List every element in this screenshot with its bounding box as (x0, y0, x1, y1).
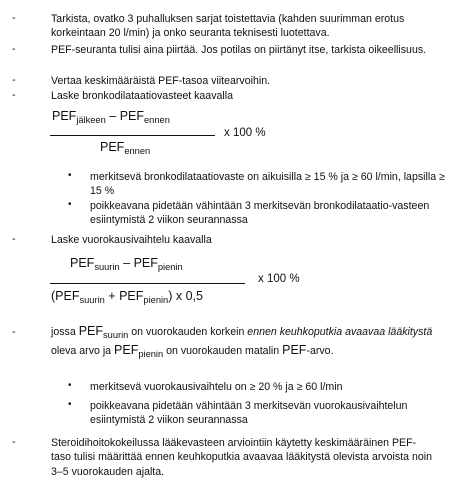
diurnal-abnormal: poikkeavana pidetään vähintään 3 merkitsevän vuorokausivaihtelun esiintymistä 2 viikon seurannassa (90, 400, 408, 427)
formula1-denominator: $PEF_{ennen}$ (100, 140, 151, 156)
diurnal-criteria: merkitsevä vuorokausivaihtelu on ≥ 20 % ja ≥ 60 l/min (90, 381, 343, 393)
formula1-fraction-bar (50, 135, 215, 136)
instruction-steroid-trial: Steroidihoitokokeilussa lääkevasteen arviointiin käytetty keskimääräinen PEF-taso tulisi määrittää ennen keuhkoputkia avaavaa lääkitystä olevista arvoista noin 3–5 vuorokauden ajalta. (51, 437, 433, 478)
bullet-mark: • (68, 170, 72, 181)
formula2-numerator: $PEF_{suurin} - PEF_{pienin}$ (70, 256, 183, 272)
list-dash: - (12, 43, 16, 55)
list-dash: - (12, 12, 16, 24)
list-dash: - (12, 233, 16, 245)
instruction-bronchodilation-formula: Laske bronkodilataatiovasteet kaavalla (51, 90, 233, 102)
formula1-numerator: $PEF_{jälkeen} - PEF_{ennen}$ (52, 109, 170, 125)
formula2-fraction-bar (50, 283, 245, 284)
list-dash: - (12, 436, 16, 448)
formula1-multiplier: x 100 % (224, 127, 266, 139)
formula2-explanation: jossa PEFsuurin on vuorokauden korkein ennen keuhkoputkia avaavaa lääkitystä oleva arvo ja PEFpienin on vuorokauden matalin PEF-arvo. (51, 324, 433, 359)
formula2-denominator: $(PEF_{suurin} + PEF_{pienin})$ x 0,5 (51, 289, 203, 305)
bullet-mark: • (68, 399, 72, 410)
list-dash: - (12, 74, 16, 86)
list-dash: - (12, 326, 16, 338)
instruction-diurnal-formula: Laske vuorokausivaihtelu kaavalla (51, 234, 212, 246)
instruction-plotting: PEF-seuranta tulisi aina piirtää. Jos potilas on piirtänyt itse, tarkista oikeellisuus. (51, 44, 427, 56)
instruction-reference-values: Vertaa keskimääräistä PEF-tasoa viitearvoihin. (51, 75, 271, 87)
formula2-multiplier: x 100 % (258, 273, 300, 285)
bullet-mark: • (68, 380, 72, 391)
bronchodilation-criteria: merkitsevä bronkodilataatiovaste on aikuisilla ≥ 15 % ja ≥ 60 l/min, lapsilla ≥ 15 % (90, 171, 445, 198)
list-dash: - (12, 89, 16, 101)
bronchodilation-abnormal: poikkeavana pidetään vähintään 3 merkitsevän bronkodilataatio-vasteen esiintymistä 2 viikon seurannassa (90, 200, 430, 227)
bullet-mark: • (68, 199, 72, 210)
instruction-reproducibility: Tarkista, ovatko 3 puhalluksen sarjat toistettavia (kahden suurimman erotus korkeintaan 20 l/min) ja onko seuranta teknisesti luotettava. (51, 13, 405, 40)
